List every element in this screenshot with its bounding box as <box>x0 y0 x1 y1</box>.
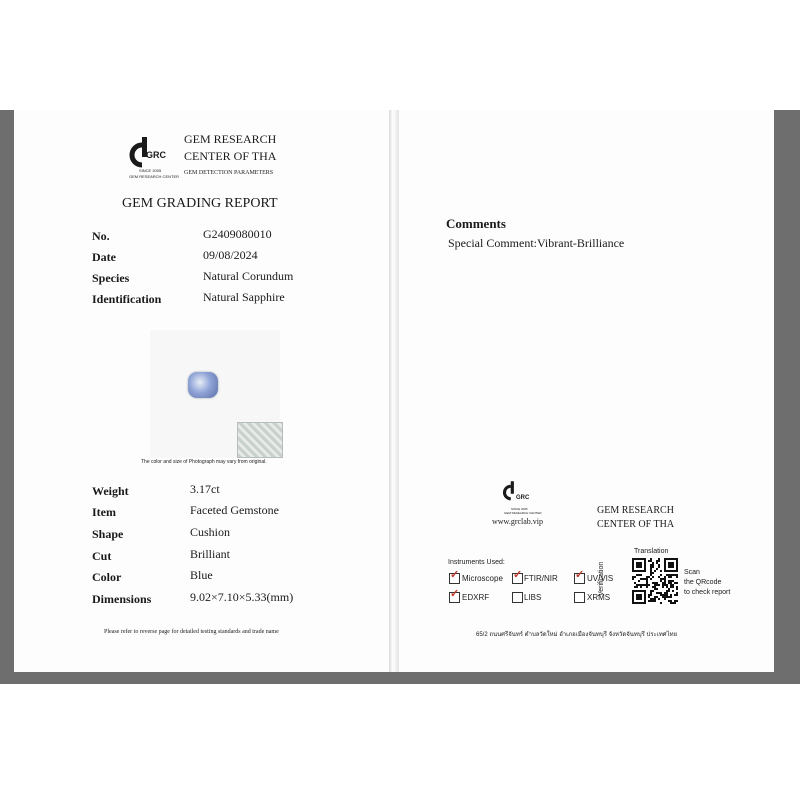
instrument-uvvis: UV/VIS <box>587 574 614 583</box>
instrument-edxrf: EDXRF <box>462 593 490 602</box>
row-color <box>92 568 213 586</box>
footer-note: Please refer to reverse page for detailed testing standards and trade name <box>104 629 279 635</box>
row-value: Natural Sapphire <box>203 290 285 304</box>
row-label: Dimensions <box>92 592 152 606</box>
checkbox-edxrf <box>449 588 460 603</box>
qr-code-icon <box>632 558 678 604</box>
row-weight <box>92 482 220 500</box>
row-label: Species <box>92 271 130 285</box>
logo-since-text: SINCE 2005 <box>139 168 162 173</box>
row-value: 3.17ct <box>190 482 220 496</box>
checkbox-microscope <box>449 569 460 584</box>
photo-caption: The color and size of Photograph may vary from original. <box>141 459 267 465</box>
row-value: Natural Corundum <box>203 269 294 283</box>
row-value: Faceted Gemstone <box>190 503 279 517</box>
instrument-ftir: FTIR/NIR <box>524 574 558 583</box>
row-label: Identification <box>92 292 162 306</box>
instrument-xrms: XRMS <box>587 593 611 602</box>
row-value: G2409080010 <box>203 227 272 241</box>
row-cut <box>92 547 230 565</box>
row-label: Weight <box>92 484 129 498</box>
report-title: GEM GRADING REPORT <box>122 196 278 211</box>
folder-spine <box>389 110 399 672</box>
row-label: Item <box>92 505 116 519</box>
comment-text: Special Comment:Vibrant-Brilliance <box>448 236 625 250</box>
instruments-title: Instruments Used: <box>448 559 505 566</box>
row-label: Date <box>92 250 116 264</box>
brand-line-2: CENTER OF THA <box>184 149 277 163</box>
row-value: 09/08/2024 <box>203 248 258 262</box>
instrument-libs: LIBS <box>524 593 542 602</box>
website-link[interactable]: www.grclab.vip <box>492 517 544 526</box>
checkbox-uvvis <box>574 569 585 584</box>
right-brand-line-2: CENTER OF THA <box>597 519 675 530</box>
translation-label: Translation <box>634 548 669 555</box>
logo-grc-text: GRC <box>146 150 166 160</box>
verification-label: Verification <box>598 561 605 596</box>
checkbox-libs <box>512 592 523 603</box>
check-mark-icon: ✓ <box>450 588 460 600</box>
logo-small-grc-text: GRC <box>516 495 530 501</box>
comments-title: Comments <box>446 216 506 231</box>
row-value: Cushion <box>190 525 231 539</box>
row-shape <box>92 525 231 543</box>
checkbox-xrms <box>574 592 585 603</box>
logo-small-since: SINCE 2005 <box>511 507 528 511</box>
row-value: 9.02×7.10×5.33(mm) <box>190 590 294 604</box>
scan-line-2: the QRcode <box>684 579 722 586</box>
instrument-microscope: Microscope <box>462 574 503 583</box>
row-dimensions <box>92 590 294 608</box>
check-mark-icon: ✓ <box>450 569 460 581</box>
scan-line-3: to check report <box>684 589 731 596</box>
row-label: Color <box>92 570 122 584</box>
row-species <box>92 269 294 287</box>
row-number <box>92 227 272 245</box>
qr-code[interactable] <box>632 558 678 604</box>
row-label: Cut <box>92 549 112 563</box>
right-brand-line-1: GEM RESEARCH <box>597 505 674 516</box>
checkbox-ftir <box>512 569 523 584</box>
logo-center-text: GEM RESEARCH CENTER <box>129 174 180 179</box>
address-text: 65/2 ถนนศรีจันทร์ ตำบลวัดใหม่ อำเภอเมืองจันทบุรี จังหวัดจันทบุรี ประเทศไทย <box>476 632 678 638</box>
logo-small-center: GEM RESEARCH CENTER <box>504 511 542 515</box>
row-label: No. <box>92 229 110 243</box>
row-date <box>92 248 258 266</box>
brand-subtitle: GEM DETECTION PARAMETERS <box>184 170 274 176</box>
brand-line-1: GEM RESEARCH <box>184 132 277 146</box>
row-identification <box>92 290 285 308</box>
row-label: Shape <box>92 527 124 541</box>
check-mark-icon: ✓ <box>513 569 523 581</box>
gem-photo <box>188 372 218 398</box>
row-item <box>92 503 279 521</box>
row-value: Brilliant <box>190 547 230 561</box>
hologram-sticker <box>237 422 283 458</box>
row-value: Blue <box>190 568 213 582</box>
check-mark-icon: ✓ <box>575 569 585 581</box>
scan-line-1: Scan <box>684 569 700 576</box>
